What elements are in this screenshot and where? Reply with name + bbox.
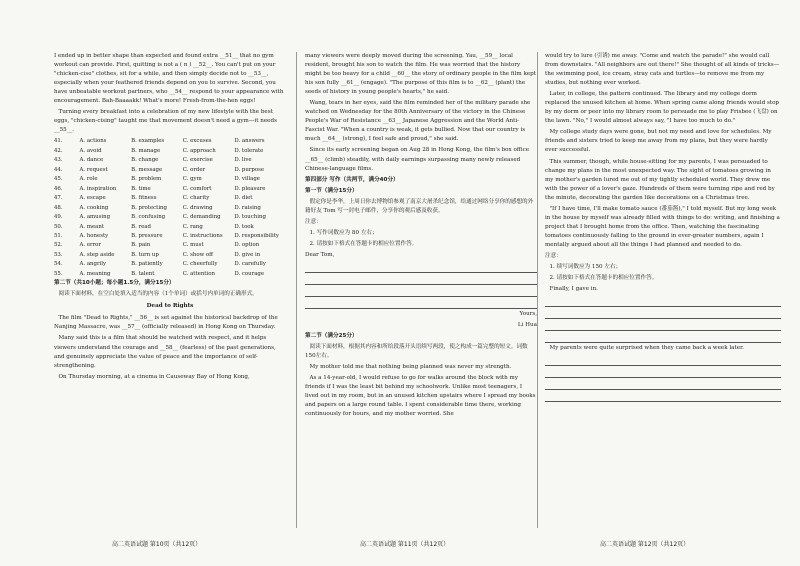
answer-option[interactable]: C. comfort — [182, 185, 212, 192]
column-divider — [537, 52, 538, 528]
section-heading: 第二节（满分25分） — [305, 333, 358, 340]
answer-option[interactable]: D. raising — [234, 204, 261, 211]
answer-option[interactable]: B. time — [131, 185, 151, 192]
question-number: 46. — [54, 185, 63, 192]
answer-option[interactable]: C. must — [182, 242, 204, 249]
answer-option[interactable]: C. exercise — [182, 157, 213, 164]
option-row — [54, 147, 286, 156]
answer-option[interactable]: B. protecting — [131, 204, 167, 211]
answer-option[interactable]: A. error — [79, 242, 102, 249]
writing-line[interactable] — [545, 355, 781, 366]
cloze-paragraph: I ended up in better shape than expected and found extra __51__ that no gym workout can provide. First, quitting is not a ( n ) __52__. You can't put on your "chicken-cise" clothes, sit for a while, and then simply decide not to __53__, especially when your feathered friends depend on you to survive. Second, you have unbeatable workout partners, who __54__ respond to your appearance with encouragement. Bah-Baaaakk! What's more! Fresh-from-the-hen eggs! — [54, 53, 284, 105]
answer-option[interactable]: C. approach — [182, 147, 216, 154]
answer-option[interactable]: B. pressure — [131, 232, 163, 239]
writing-line[interactable] — [305, 286, 537, 297]
article-paragraph: On Thursday morning, at a cinema in Causeway Bay of Hong Kong, — [58, 373, 250, 380]
answer-option[interactable]: D. option — [234, 242, 260, 249]
answer-option[interactable]: A. step aside — [79, 251, 115, 258]
option-row — [54, 223, 286, 232]
answer-option[interactable]: A. inspiration — [79, 185, 117, 192]
writing-line[interactable] — [545, 379, 781, 390]
continuation-start: Finally, I gave in. — [549, 286, 598, 293]
writing-line[interactable] — [545, 296, 781, 307]
answer-option[interactable]: B. patiently — [131, 261, 163, 268]
answer-option[interactable]: B. pain — [131, 242, 151, 249]
column-divider — [296, 52, 297, 528]
answer-option[interactable]: C. drawing — [182, 204, 213, 211]
answer-option[interactable]: D. diet — [234, 195, 253, 202]
story-paragraph: My college study days were gone, but not my need and love for schedules. My friends and sisters tried to keep me away from my plans, but they were hardly ever successful. — [545, 129, 772, 154]
answer-option[interactable]: D. took — [234, 223, 254, 230]
answer-option[interactable]: B. talent — [131, 270, 155, 277]
instructions: 阅读下面材料，在空白处填入适当的内容（1个单词）或括号内单词的正确形式。 — [58, 291, 258, 298]
answer-option[interactable]: B. examples — [131, 138, 165, 145]
answer-option[interactable]: D. tolerate — [234, 147, 264, 154]
article-title: Dead to Rights — [146, 303, 194, 310]
writing-line[interactable] — [545, 391, 781, 402]
answer-option[interactable]: B. change — [131, 157, 159, 164]
writing-line[interactable] — [305, 262, 537, 273]
answer-option[interactable]: B. fitness — [131, 195, 157, 202]
question-number: 53. — [54, 251, 63, 258]
option-row — [54, 232, 286, 241]
answer-option[interactable]: C. attention — [182, 270, 215, 277]
answer-option[interactable]: A. dance — [79, 157, 104, 164]
answer-option[interactable]: C. excuses — [182, 138, 212, 145]
answer-option[interactable]: A. role — [79, 176, 98, 183]
note: 1. 写作词数应为 80 左右； — [309, 229, 378, 236]
note: 2. 请按如下格式在答题卡的相应位置作答。 — [309, 240, 418, 247]
story-paragraph: As a 14-year-old, I would refuse to go for walks around the block with my friends if I was the least bit behind my schoolwork. Unlike most teenagers, I lived out in my room, but in an unused kitchen upstairs where I spread my books and papers on a large round table. I spent considerable time there, working continuously for hours, and my mother worried. She — [305, 375, 536, 418]
answer-option[interactable]: C. show off — [182, 251, 213, 258]
story-paragraph: would try to lure (引诱) me away. "Come and watch the parade!" she would call from downstairs. "All neighbors are out there!" She thought of all kinds of tricks—the swimming pool, ice cream, stray cats and turtles—to remove me from my studies, but nothing ever worked. — [545, 53, 780, 87]
answer-option[interactable]: C. demanding — [182, 214, 221, 221]
writing-line[interactable] — [545, 320, 781, 331]
answer-option[interactable]: A. angrily — [79, 261, 107, 268]
answer-option[interactable]: A. meant — [79, 223, 104, 230]
answer-option[interactable]: D. live — [234, 157, 252, 164]
continuation-start: My parents were quite surprised when they came back a week later. — [549, 345, 744, 352]
note: 2. 请按如下格式在答题卡的相应位置作答。 — [549, 275, 658, 282]
answer-option[interactable]: D. pleasure — [234, 185, 266, 192]
instructions: 阅读下面材料，根据其内容和所给段落开头语续写两段，使之构成一篇完整的短文。词数150左右。 — [305, 344, 528, 360]
answer-option[interactable]: C. gym — [182, 176, 202, 183]
option-row — [54, 251, 286, 260]
answer-option[interactable]: B. confusing — [131, 214, 166, 221]
option-row — [54, 204, 286, 213]
answer-option[interactable]: D. touching — [234, 214, 266, 221]
answer-option[interactable]: B. turn up — [131, 251, 159, 258]
section-heading: 第一节（满分15分） — [305, 187, 358, 194]
question-number: 42. — [54, 147, 63, 154]
option-row — [54, 137, 286, 146]
page-11-column — [305, 52, 537, 532]
article-paragraph: Many said this is a film that should be watched with respect, and it helps viewers understand the courage and __58__ (fearless) of the past generations, and genuinely appreciate the value of peace and the importance of self-strengthening. — [54, 335, 276, 369]
article-paragraph: The film "Dead to Rights," __56__ is set against the historical backdrop of the Nanjing Massacre, was __57__ (officially released) in Hong Kong on Thursday. — [54, 315, 278, 331]
answer-option[interactable]: B. manage — [131, 147, 161, 154]
option-row — [54, 270, 286, 279]
part-heading: 第四部分 写作（共两节，满分40分） — [305, 176, 399, 183]
page-footer: 高二英语试题 第12页（共12页） — [600, 541, 690, 548]
answer-option[interactable]: C. rang — [182, 223, 203, 230]
question-number: 45. — [54, 176, 63, 183]
option-row — [54, 213, 286, 222]
answer-option[interactable]: B. read — [131, 223, 151, 230]
answer-option[interactable]: C. cheerfully — [182, 261, 218, 268]
question-number: 47. — [54, 195, 63, 202]
section-heading: 第二节（共10小题；每小题1.5分，满分15分） — [54, 280, 175, 287]
article-paragraph: Wang, tears in her eyes, said the film reminded her of the military parade she watched on Wednesday for the 80th Anniversary of the victory in the Chinese People's War of Resistance __63__ Japanese Aggression and the World Anti-Fascist War. "When a country is weak, it gets bullied. Now that our country is much __64__ (strong), I feel safe and proud," she said. — [305, 100, 531, 143]
answer-option[interactable]: C. charity — [182, 195, 210, 202]
question-number: 52. — [54, 242, 63, 249]
option-row — [54, 185, 286, 194]
answer-option[interactable]: A. honesty — [79, 232, 109, 239]
writing-line[interactable] — [545, 332, 781, 343]
article-paragraph: Since its early screening began on Aug 28 in Hong Kong, the film's box office __65__ (climb) steadily, with daily earnings surpassing many newly released Chinese-language films. — [305, 147, 530, 172]
answer-option[interactable]: A. avoid — [79, 147, 102, 154]
story-paragraph: This summer, though, while house-sitting for my parents, I was persuaded to change my plans in the most unexpected way. The sight of tomatoes growing in my mother's garden lured me out of my tightly scheduled world. They drew me with the power of a lover's gaze. Hundreds of them were turning ripe and red by the minute, decorating the garden like decorations on a Christmas tree. — [545, 158, 775, 201]
answer-option[interactable]: D. answers — [234, 138, 265, 145]
article-paragraph: many viewers were deeply moved during the screening. Yau, __59__ local resident, brought his son to watch the film. He was worried that the history might be too heavy for a child __60__ the story of ordinary people in the film kept his son fully __61__ (engage). "The purpose of this film is to __62__ (plant) the seeds of history in young people's hearts," he said. — [305, 53, 537, 96]
answer-option[interactable]: C. instructions — [182, 232, 223, 239]
answer-option[interactable]: D. village — [234, 176, 260, 183]
instructions: 假定你是李华，上周日你去博物馆参观了南京大屠杀纪念馆，给通过网络分享你的感想的外籍好友 Tom 写一封电子邮件，分享你的观后感及收获。 — [305, 198, 534, 214]
cloze-options-table — [54, 137, 286, 279]
answer-option[interactable]: B. message — [131, 166, 163, 173]
answer-option[interactable]: D. responsibility — [234, 232, 279, 239]
option-row — [54, 241, 286, 250]
page-12-column — [545, 52, 781, 532]
answer-option[interactable]: D. courage — [234, 270, 265, 277]
writing-line[interactable] — [545, 367, 781, 378]
story-paragraph: My mother told me that nothing being planned was never my strength. — [309, 364, 512, 371]
letter-signature: Li Hua — [517, 322, 537, 329]
page-footer: 高二英语试题 第11页（共12页） — [360, 541, 450, 548]
answer-option[interactable]: A. escape — [79, 195, 106, 202]
notes-label: 注意： — [305, 218, 322, 225]
answer-option[interactable]: C. order — [182, 166, 206, 173]
question-number: 44. — [54, 166, 63, 173]
answer-option[interactable]: D. carefully — [234, 261, 266, 268]
question-number: 43. — [54, 157, 63, 164]
page-10-column — [54, 52, 286, 532]
option-row — [54, 156, 286, 165]
question-number: 41. — [54, 138, 63, 145]
writing-line[interactable] — [545, 308, 781, 319]
cloze-paragraph: Turning every breakfast into a celebration of my new lifestyle with the best eggs, "chicken-cising" taught me that movement doesn't need a gym—it needs __55__. — [54, 109, 277, 134]
writing-line[interactable] — [305, 298, 537, 309]
letter-salutation: Dear Tom, — [305, 251, 335, 258]
letter-closing: Yours, — [519, 310, 537, 317]
story-paragraph: Later, in college, the pattern continued. The library and my college dorm replaced the unused kitchen at home. When spring came along friends would stop by my dorm or peer into my library room to persuade me to play Frisbee (飞盘) on the lawn. "No," I would almost always say, "I have too much to do." — [545, 91, 780, 125]
question-number: 51. — [54, 232, 63, 239]
question-number: 55. — [54, 270, 63, 277]
answer-option[interactable]: A. actions — [79, 138, 107, 145]
notes-label: 注意： — [545, 252, 562, 259]
option-row — [54, 166, 286, 175]
answer-option[interactable]: D. purpose — [234, 166, 265, 173]
question-number: 48. — [54, 204, 63, 211]
answer-option[interactable]: A. request — [79, 166, 108, 173]
answer-option[interactable]: B. problem — [131, 176, 162, 183]
note: 1. 续写词数应为 150 左右； — [549, 264, 622, 271]
answer-option[interactable]: A. cooking — [79, 204, 109, 211]
writing-line[interactable] — [305, 274, 537, 285]
question-number: 49. — [54, 214, 63, 221]
answer-option[interactable]: A. amusing — [79, 214, 111, 221]
option-row — [54, 175, 286, 184]
page-footer: 高二英语试题 第10页（共12页） — [112, 541, 202, 548]
option-row — [54, 260, 286, 269]
option-row — [54, 194, 286, 203]
answer-option[interactable]: A. meaning — [79, 270, 111, 277]
story-paragraph: "If I have time, I'll make tomato sauce (番茄酱)," I told myself. But my long week in the house by myself was already filled with things to do: writing, and finishing a project that I brought home from the office. Then, watching the fascinating tomatoes continuously falling to the ground in ever-greater numbers, again I mentally argued about all the things I had planned and needed to do. — [545, 205, 780, 248]
question-number: 50. — [54, 223, 63, 230]
question-number: 54. — [54, 261, 63, 268]
answer-option[interactable]: D. give in — [234, 251, 261, 258]
